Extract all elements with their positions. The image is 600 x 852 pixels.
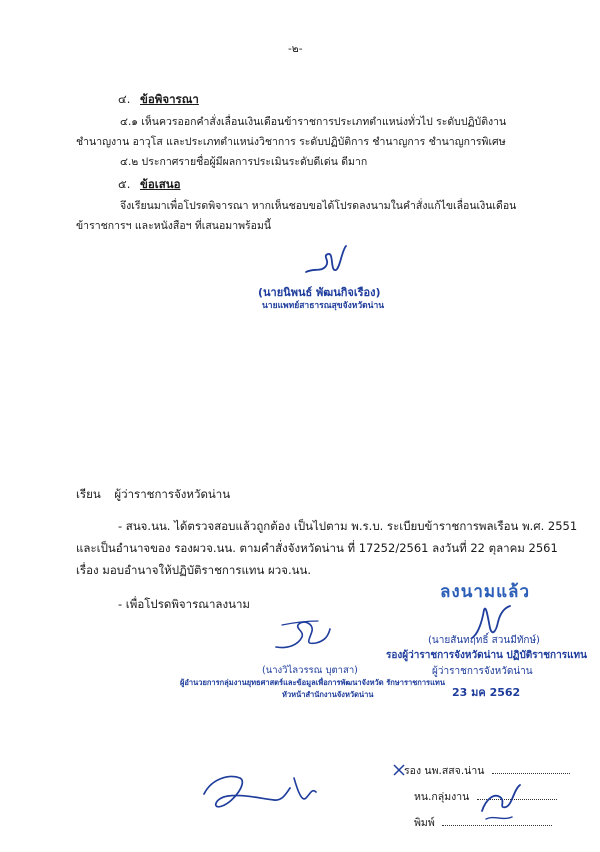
memo-line1: - สนจ.นน. ได้ตรวจสอบแล้วถูกต้อง เป็นไปตาม พ.ร.บ. ระเบียบข้าราชการพลเรือน พ.ศ. 2551 bbox=[118, 519, 578, 533]
memo-line4: - เพื่อโปรดพิจารณาลงนาม bbox=[118, 597, 250, 611]
signer2-title-line1: ผู้อำนวยการกลุ่มงานยุทธศาสตร์และข้อมูลเพื่อการพัฒนาจังหวัด รักษาราชการแทน bbox=[180, 678, 445, 687]
section5-number: ๕. bbox=[118, 177, 131, 191]
section5-line1: จึงเรียนมาเพื่อโปรดพิจารณา หากเห็นชอบขอได้โปรดลงนามในคำสั่งแก้ไขเลื่อนเงินเดือน bbox=[120, 200, 517, 212]
routing-row2-label: หน.กลุ่มงาน bbox=[414, 791, 470, 803]
routing-row1-line bbox=[492, 773, 570, 774]
section4-number: ๔. bbox=[118, 92, 131, 106]
signer3-title-line1: รองผู้ว่าราชการจังหวัดน่าน ปฏิบัติราชการแทน bbox=[386, 650, 587, 661]
signer3-name: (นายสันทฤทธิ์ สวนมีทักษ์) bbox=[428, 635, 540, 646]
signature-1 bbox=[300, 242, 360, 282]
signer2-title-line2: หัวหน้าสำนักงานจังหวัดน่าน bbox=[282, 690, 374, 699]
signature-4 bbox=[198, 768, 328, 816]
section4-item2: ๔.๒ ประกาศรายชื่อผู้มีผลการประเมินระดับดีเด่น ดีมาก bbox=[120, 156, 368, 168]
section5-title: ข้อเสนอ bbox=[140, 177, 181, 191]
signer1-name: (นายนิพนธ์ พัฒนกิจเรือง) bbox=[258, 286, 381, 299]
routing-row3-label: พิมพ์ bbox=[414, 817, 435, 829]
section5-line2: ข้าราชการฯ และหนังสือฯ ที่เสนอมาพร้อมนี้ bbox=[76, 220, 272, 232]
section5-heading bbox=[118, 177, 181, 192]
signer1-title: นายแพทย์สาธารณสุขจังหวัดน่าน bbox=[262, 301, 385, 311]
signer3-title-line2: ผู้ว่าราชการจังหวัดน่าน bbox=[432, 666, 533, 677]
section4-item1-line1: ๔.๑ เห็นควรออกคำสั่งเลื่อนเงินเดือนข้าราชการประเภทตำแหน่งทั่วไป ระดับปฏิบัติงาน bbox=[120, 116, 507, 128]
memo-line3: เรื่อง มอบอำนาจให้ปฏิบัติราชการแทน ผวจ.นน. bbox=[76, 563, 311, 577]
routing-row3-line bbox=[442, 825, 552, 826]
salutation-label: เรียน bbox=[76, 487, 101, 501]
signer3-date: 23 มค 2562 bbox=[452, 686, 521, 699]
section4-heading bbox=[118, 92, 199, 107]
signer2-name: (นางวิไลวรรณ บุตาสา) bbox=[262, 665, 358, 676]
memo-salutation bbox=[76, 487, 230, 502]
section4-item1-line2: ชำนาญงาน อาวุโส และประเภทตำแหน่งวิชาการ ระดับปฏิบัติการ ชำนาญการ ชำนาญการพิเศษ bbox=[76, 136, 506, 148]
signed-stamp: ลงนามแล้ว bbox=[440, 582, 531, 602]
signature-2 bbox=[268, 615, 338, 657]
memo-line2: และเป็นอำนาจของ รองผวจ.นน. ตามคำสั่งจังหวัดน่าน ที่ 17252/2561 ลงวันที่ 22 ตุลาคม 2561 bbox=[76, 541, 558, 555]
routing-row1-label: รอง นพ.สสจ.น่าน bbox=[404, 765, 485, 777]
initial-signature bbox=[476, 775, 526, 825]
page-number: -๒- bbox=[288, 43, 303, 55]
salutation-recipient: ผู้ว่าราชการจังหวัดน่าน bbox=[114, 487, 231, 501]
section4-title: ข้อพิจารณา bbox=[140, 92, 199, 106]
